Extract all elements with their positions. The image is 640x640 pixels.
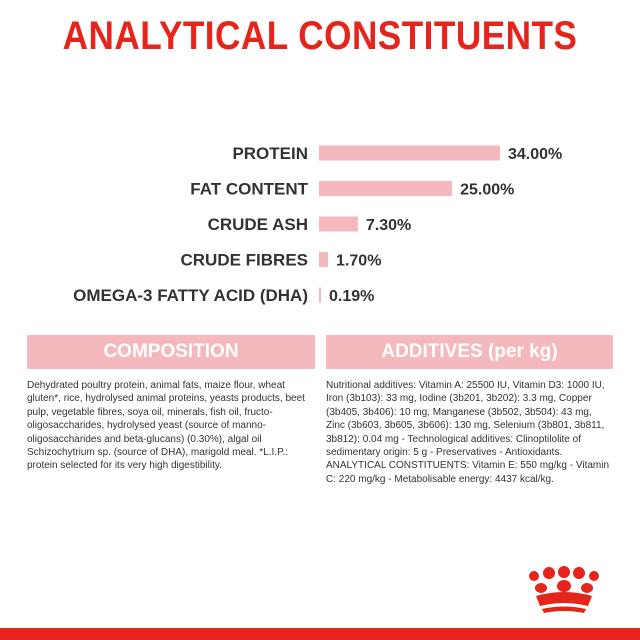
value-label: 34.00% <box>508 146 563 163</box>
additives-text: Nutritional additives: Vitamin A: 25500 IU, Vitamin D3: 1000 IU, Iron (3b103): 33 mg, Iodine (3b201, 3b202): 3.3 mg, Copper (3b405, 3b406): 10 mg, Manganese (3b502, 3b504): 43 mg, Zinc (3b603, 3b605, 3b606): 130 mg, Selenium (3b801, 3b811, 3b812): 0.04 mg - Technological additives: Clinoptilolite of sedimentary origin: 5 g - Preservatives - Antioxidants. ANALYTICAL CONSTITUENTS: Vitamin E: 550 mg/kg - Vitamin C: 220 mg/kg - Metabolisable energy: 4437 kcal/kg. <box>326 380 610 485</box>
category-label: FAT CONTENT <box>190 179 308 199</box>
category-label: PROTEIN <box>232 144 308 163</box>
bar <box>319 181 452 196</box>
value-label: 25.00% <box>460 181 515 199</box>
category-label: CRUDE ASH <box>207 215 308 234</box>
category-label: CRUDE FIBRES <box>180 250 308 270</box>
value-label: 1.70% <box>336 252 382 270</box>
footer-bar <box>0 628 640 640</box>
value-label: 7.30% <box>365 217 412 234</box>
constituents-bar-chart <box>0 130 640 315</box>
page-title: ANALYTICAL CONSTITUENTS <box>62 14 578 58</box>
bar <box>319 217 358 232</box>
additives-header: ADDITIVES (per kg) <box>326 335 613 369</box>
composition-text: Dehydrated poultry protein, animal fats, maize flour, wheat gluten*, rice, hydrolysed animal proteins, yeasts products, beet pulp, vegetable fibres, soya oil, minerals, fish oil, fructo-oligosaccharides, hydrolysed yeast (source of manno-oligosaccharides and beta-glucans) (0.30%), algal oil Schizochytrium sp. (source of DHA), marigold meal. *L.I.P.: protein selected for its very high digestibility. <box>27 380 305 472</box>
royal-canin-crown-icon <box>522 566 606 614</box>
bar <box>319 146 500 161</box>
bar <box>319 252 328 267</box>
value-label: 0.19% <box>329 288 375 305</box>
composition-header: COMPOSITION <box>27 335 315 369</box>
bar <box>319 288 321 303</box>
category-label: OMEGA-3 FATTY ACID (DHA) <box>73 286 308 305</box>
